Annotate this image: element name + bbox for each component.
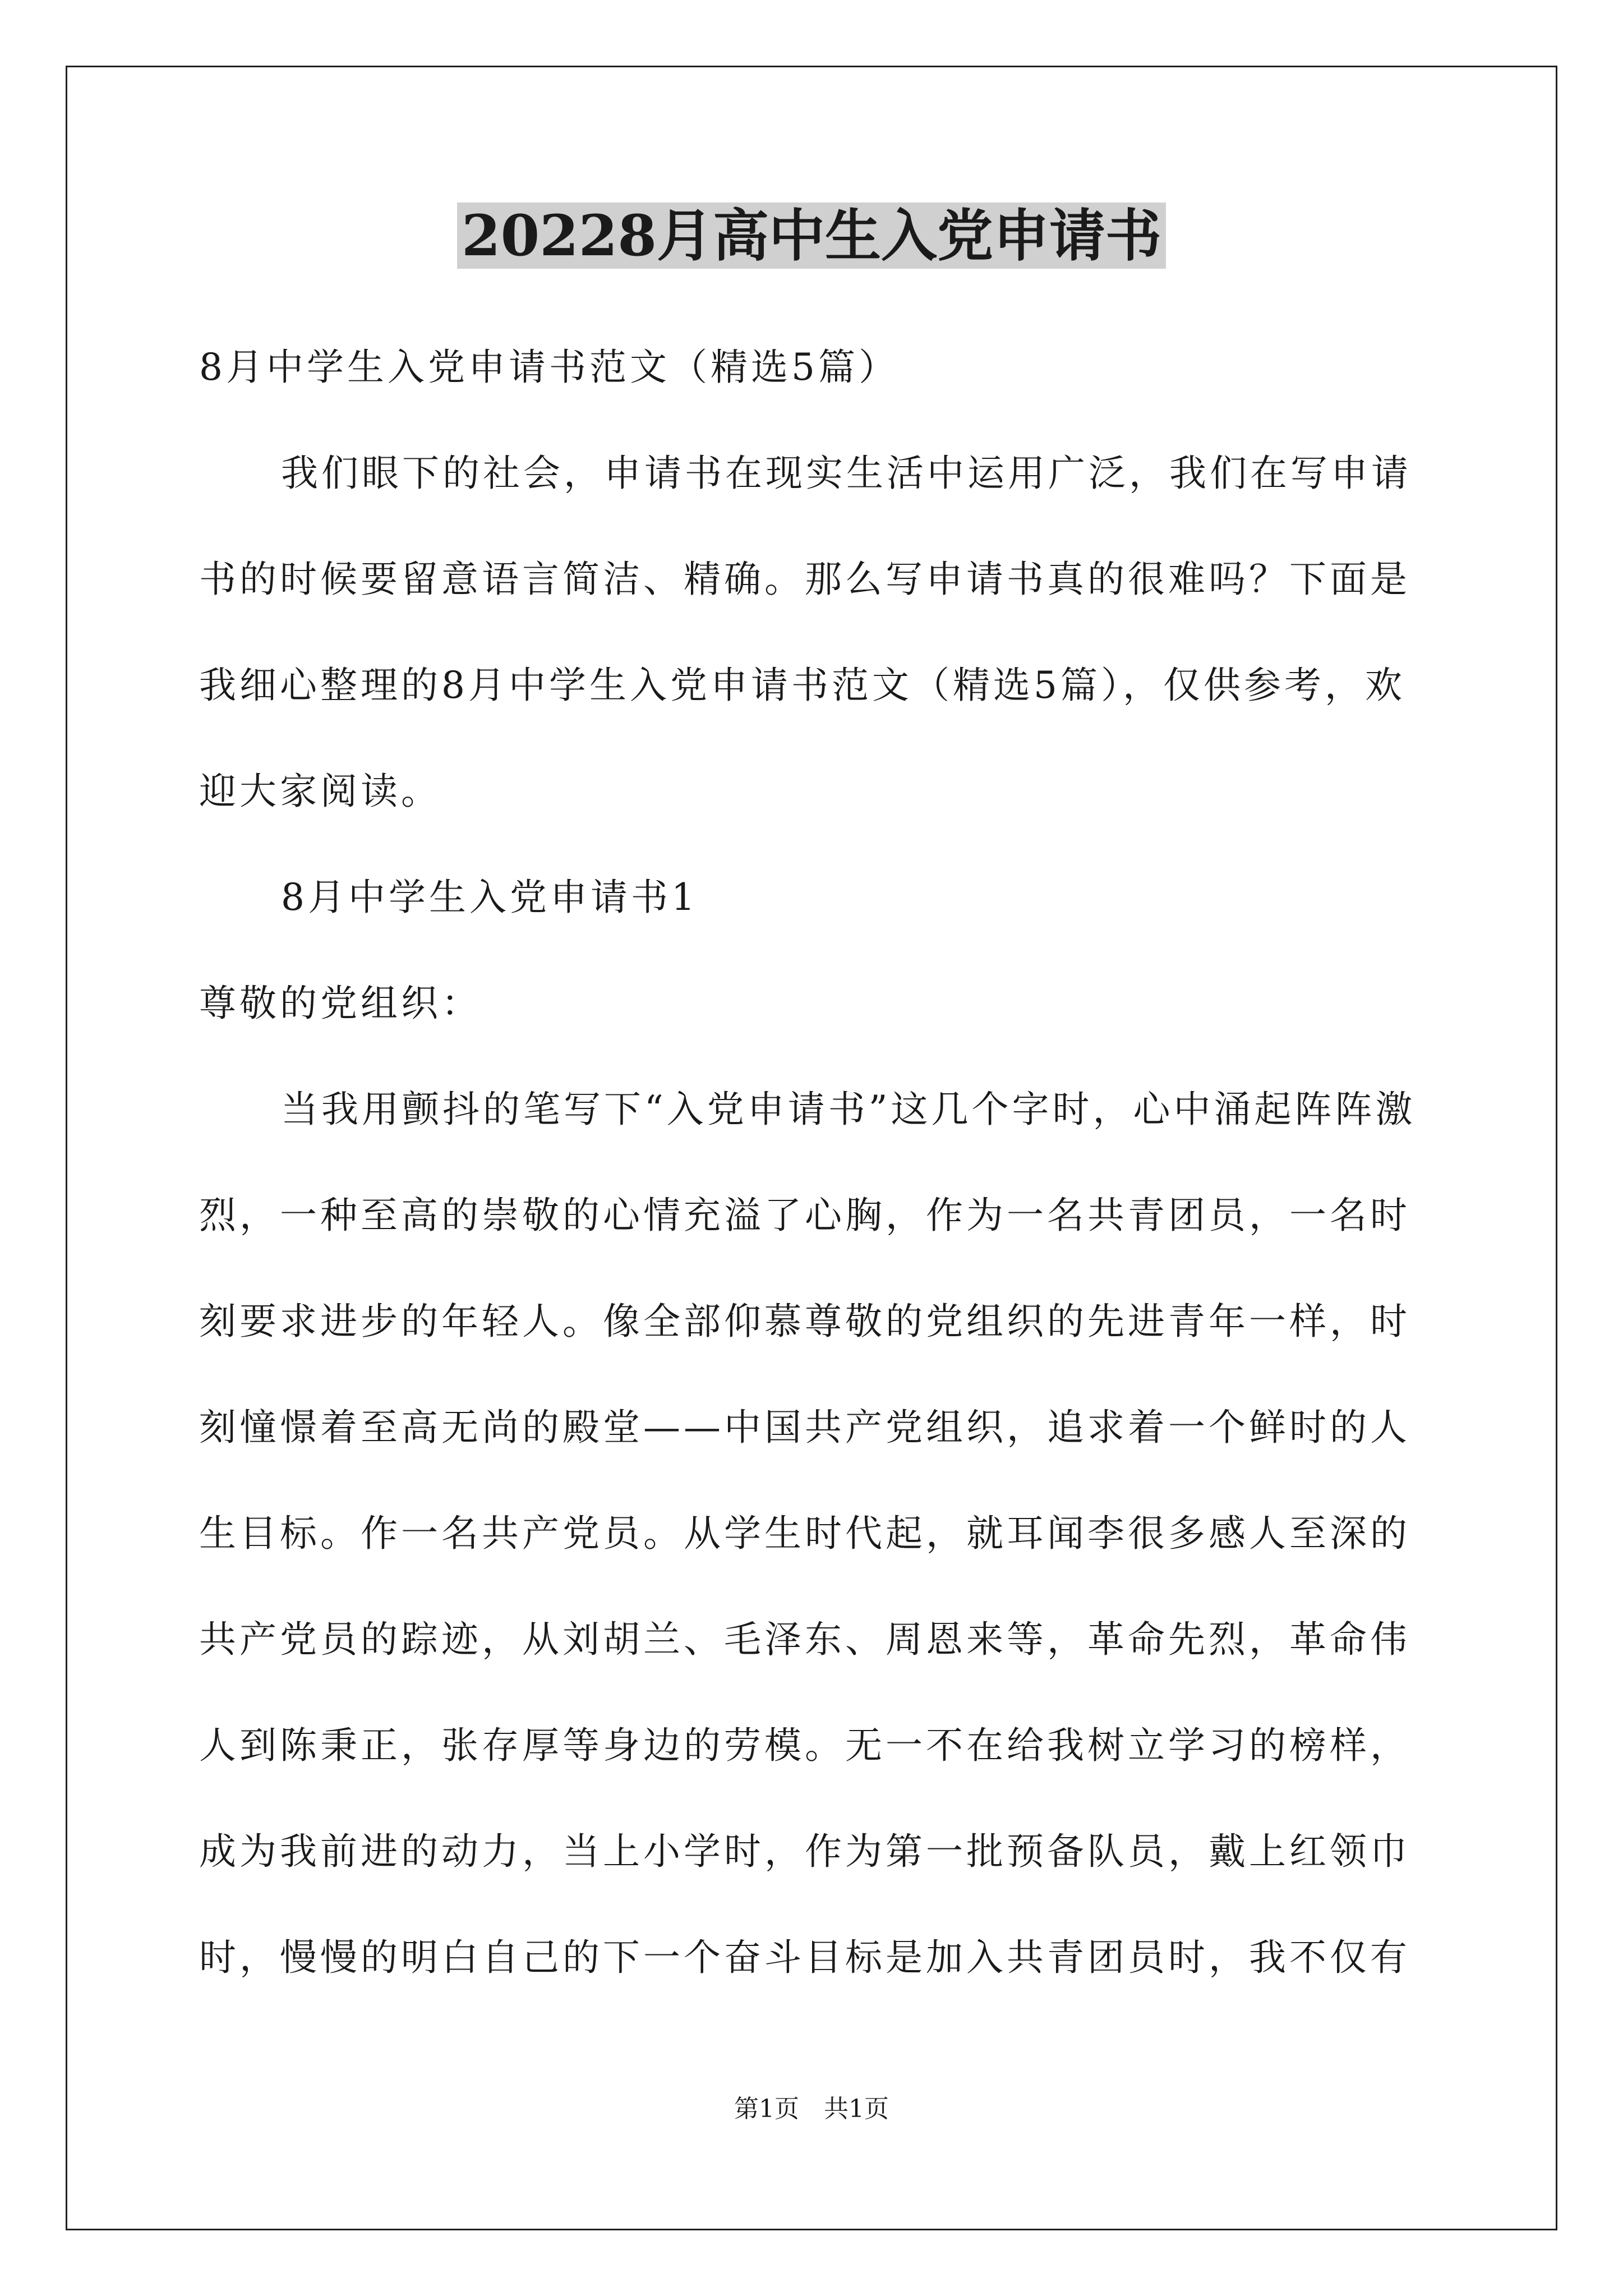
page-number: 第1页 (734, 2095, 799, 2123)
document-title (0, 199, 1623, 272)
salutation: 尊敬的党组织： (199, 982, 482, 1025)
document-title-text: 20228月高中生入党申请书 (457, 203, 1166, 269)
document-subtitle: 8月中学生入党申请书范文（精选5篇） (199, 346, 899, 389)
page-total: 共1页 (824, 2095, 889, 2123)
page-footer (0, 2092, 1623, 2126)
body-paragraph: 当我用颤抖的笔写下“入党申请书”这几个字时，心中涌起阵阵激烈，一种至高的崇敬的心情充溢了心胸，作为一名共青团员，一名时刻要求进步的年轻人。像全部仰慕尊敬的党组织的先进青年一样，时刻憧憬着至高无尚的殿堂——中国共产党组织，追求着一个鲜时的人生目标。作一名共产党员。从学生时代起，就耳闻李很多感人至深的共产党员的踪迹，从刘胡兰、毛泽东、周恩来等，革命先烈，革命伟人到陈秉正，张存厚等身边的劳模。无一不在给我树立学习的榜样，成为我前进的动力，当上小学时，作为第一批预备队员，戴上红领巾时，慢慢的明白自己的下一个奋斗目标是加入共青团员时，我不仅有 (199, 1088, 1416, 1979)
document-body (199, 314, 1433, 2010)
intro-paragraph: 我们眼下的社会，申请书在现实生活中运用广泛，我们在写申请书的时候要留意语言简洁、精确。那么写申请书真的很难吗？下面是我细心整理的8月中学生入党申请书范文（精选5篇），仅供参考，欢迎大家阅读。 (199, 452, 1412, 813)
section-heading: 8月中学生入党申请书1 (281, 876, 698, 919)
